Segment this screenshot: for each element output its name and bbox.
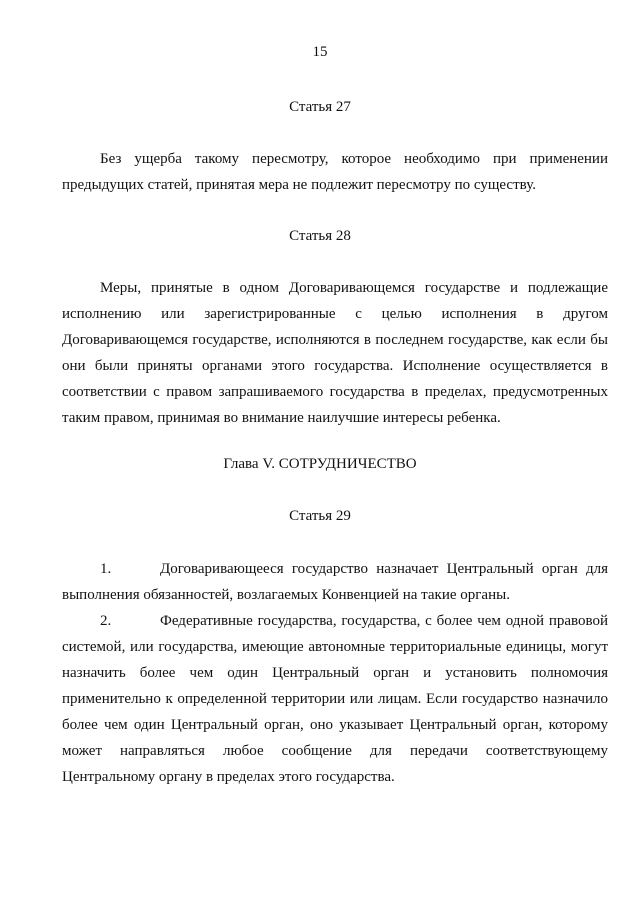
article-28-heading: Статья 28 <box>289 228 351 244</box>
item-text: Договаривающееся государство назначает Центральный орган для выполнения обязанностей, возлагаемых Конвенцией на такие органы. <box>62 561 608 603</box>
article-29-item <box>62 556 608 608</box>
article-29-heading: Статья 29 <box>289 508 351 524</box>
item-text: Федеративные государства, государства, с более чем одной правовой системой, или государства, имеющие автономные территориальные единицы, могут назначить более чем один Центральный орган и установить полномочия применительно к определенной территории или лицам. Если государство назначило более чем один Центральный орган, оно указывает Центральный орган, которому может направляться любое сообщение для передачи соответствующему Центральному органу в пределах этого государства. <box>62 613 608 785</box>
article-29-item <box>62 608 608 790</box>
article-27-body <box>62 146 608 198</box>
item-number: 2. <box>100 613 112 629</box>
chapter-heading: Глава V. СОТРУДНИЧЕСТВО <box>223 456 417 472</box>
article-28-body <box>62 275 608 431</box>
article-27-heading: Статья 27 <box>289 99 351 115</box>
article-28-paragraph: Меры, принятые в одном Договаривающемся государстве и подлежащие исполнению или зарегистрированные с целью исполнения в другом Договаривающемся государстве, исполняются в последнем государстве, как если бы они были приняты органами этого государства. Исполнение осуществляется в соответствии с правом запрашиваемого государства в пределах, предусмотренных таким правом, принимая во внимание наилучшие интересы ребенка. <box>62 280 608 426</box>
article-27-paragraph: Без ущерба такому пересмотру, которое необходимо при применении предыдущих статей, принятая мера не подлежит пересмотру по существу. <box>62 151 608 193</box>
article-29-body <box>62 556 608 790</box>
page-number: 15 <box>312 44 328 60</box>
item-number: 1. <box>100 561 112 577</box>
